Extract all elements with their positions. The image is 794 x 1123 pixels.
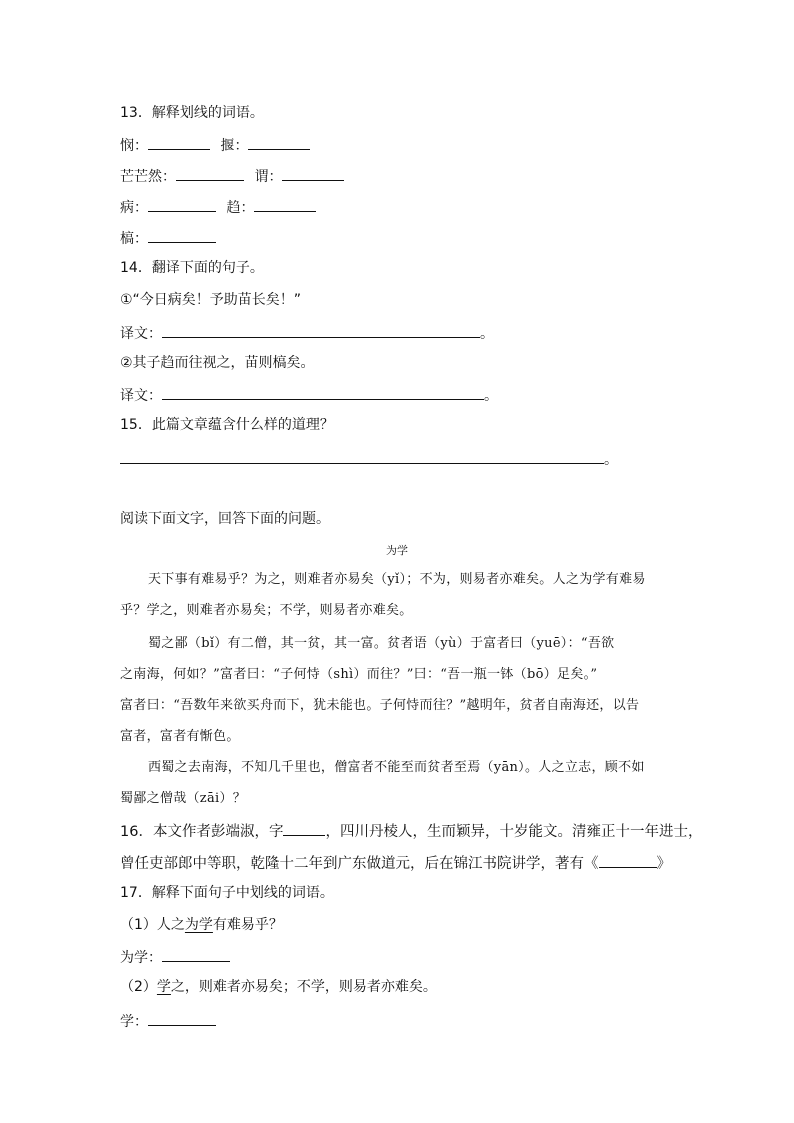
answer-label: 学： [120, 1014, 148, 1030]
q13-row3 [120, 196, 316, 218]
answer-blank[interactable] [148, 134, 210, 150]
q17-text: 之，则难者亦易矣；不学，则易者亦难矣。 [170, 979, 437, 995]
q14-sentence-1: ①“今日病矣！予助苗长矣！” [120, 292, 302, 308]
q17-answer-1 [120, 946, 230, 968]
answer-blank[interactable] [254, 196, 316, 212]
answer-blank[interactable] [148, 1010, 216, 1026]
q16-text: ，四川丹棱人，生而颖异，十岁能文。清雍正十一年进士， [325, 824, 703, 840]
q15-title: 15．此篇文章蕴含什么样的道理？ [120, 417, 334, 433]
passage-line: 西蜀之去南海，不知几千里也，僧富者不能至而贫者至焉（yān）。人之立志，顾不如 [148, 760, 645, 775]
answer-blank[interactable] [599, 852, 657, 868]
q17-title: 17．解释下面句子中划线的词语。 [120, 885, 334, 901]
passage-line: 蜀鄙之僧哉（zāi）？ [120, 791, 247, 806]
q17-text: （1）人之 [120, 917, 185, 933]
period: 。 [484, 388, 498, 404]
q13-row1 [120, 134, 310, 156]
answer-blank[interactable] [120, 448, 604, 464]
underlined-word: 为学 [184, 917, 213, 933]
q13-label-min: 悯： [120, 138, 148, 154]
q16-text: 》 [656, 856, 671, 872]
passage-line: 乎？学之，则难者亦易矣；不学，则易者亦难矣。 [120, 603, 413, 618]
answer-blank[interactable] [248, 134, 310, 150]
answer-blank[interactable] [283, 820, 325, 836]
translation-label: 译文： [120, 388, 162, 404]
q16-line-1 [120, 820, 702, 842]
q16-text: 曾任吏部郎中等职，乾隆十二年到广东做道元，后在锦江书院讲学，著有《 [120, 856, 599, 872]
q13-label-mangmangran: 芒芒然： [120, 169, 176, 185]
period: 。 [480, 326, 494, 342]
answer-blank[interactable] [282, 165, 344, 181]
answer-blank[interactable] [148, 196, 216, 212]
passage-line: 天下事有难易乎？为之，则难者亦易矣（yǐ）；不为，则易者亦难矣。人之为学有难易 [148, 572, 646, 587]
q13-title: 13．解释划线的词语。 [120, 105, 264, 121]
q13-label-bing: 病： [120, 200, 148, 216]
q13-label-ya: 揠： [220, 138, 249, 154]
q14-translation-1 [120, 322, 494, 344]
answer-blank[interactable] [148, 227, 216, 243]
q13-row4 [120, 227, 216, 249]
q17-answer-2 [120, 1010, 216, 1032]
answer-blank[interactable] [162, 946, 230, 962]
q17-text: （2） [120, 979, 157, 995]
underlined-word: 学 [156, 979, 171, 995]
passage-title: 为学 [386, 544, 408, 557]
q13-row2 [120, 165, 344, 187]
q17-sentence-2 [120, 977, 437, 997]
q16-text: 16．本文作者彭端淑，字 [120, 824, 284, 840]
q14-title: 14．翻译下面的句子。 [120, 260, 264, 276]
answer-blank[interactable] [176, 165, 244, 181]
answer-blank[interactable] [162, 322, 480, 338]
answer-label: 为学： [120, 950, 162, 966]
passage-line: 富者曰：“吾数年来欲买舟而下，犹未能也。子何恃而往？”越明年，贫者自南海还，以告 [120, 698, 640, 713]
q17-sentence-1 [120, 915, 283, 935]
q13-label-gao: 槁： [120, 231, 148, 247]
q16-line-2 [120, 852, 671, 874]
q14-sentence-2: ②其子趋而往视之，苗则槁矣。 [120, 355, 315, 371]
answer-blank[interactable] [162, 384, 484, 400]
q17-text: 有难易乎？ [212, 917, 283, 933]
reading-intro: 阅读下面文字，回答下面的问题。 [120, 511, 330, 527]
q13-label-qu: 趋： [226, 200, 255, 216]
passage-line: 富者，富者有惭色。 [120, 729, 240, 744]
q13-label-wei: 谓： [254, 169, 283, 185]
translation-label: 译文： [120, 326, 162, 342]
q15-answer [120, 448, 618, 470]
period: 。 [604, 452, 618, 468]
q14-translation-2 [120, 384, 498, 406]
passage-line: 蜀之鄙（bǐ）有二僧，其一贫，其一富。贫者语（yù）于富者曰（yuē）：“吾欲 [148, 636, 615, 651]
passage-line: 之南海，何如？”富者曰：“子何恃（shì）而往？”曰：“吾一瓶一钵（bō）足矣。” [120, 667, 598, 682]
